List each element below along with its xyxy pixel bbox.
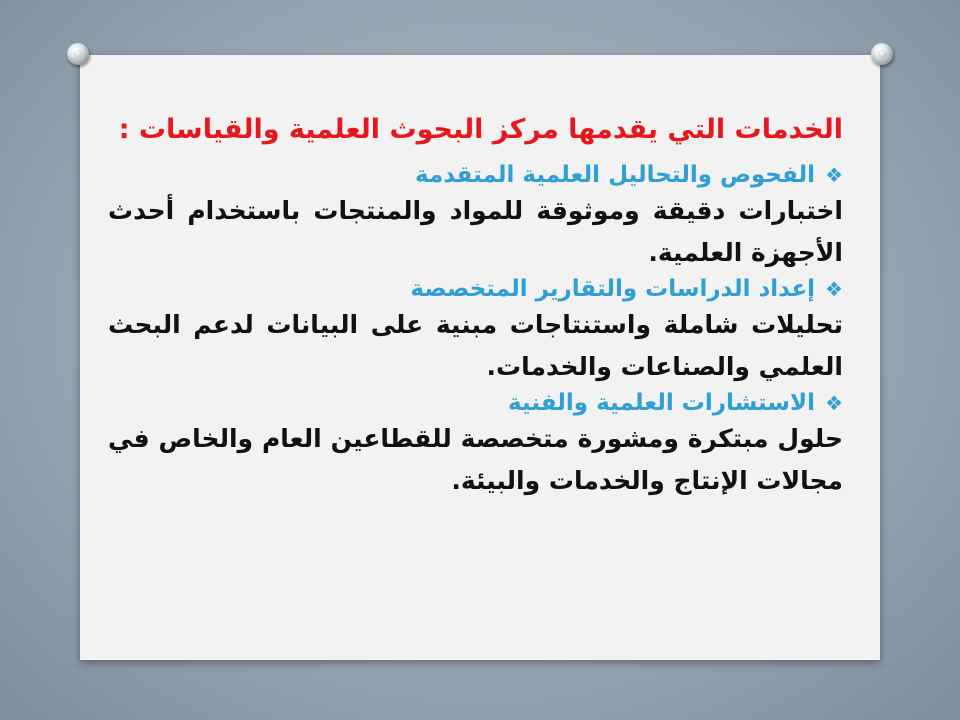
section-heading-consulting xyxy=(108,388,843,418)
section-text-testing: اختبارات دقيقة وموثوقة للمواد والمنتجات باستخدام أحدث الأجهزة العلمية. xyxy=(108,196,843,267)
section-heading-label: الفحوص والتحاليل العلمية المتقدمة xyxy=(415,162,816,188)
section-heading-label: إعداد الدراسات والتقارير المتخصصة xyxy=(410,276,816,302)
slide-card xyxy=(80,55,880,660)
section-text-consulting: حلول مبتكرة ومشورة متخصصة للقطاعين العام والخاص في مجالات الإنتاج والخدمات والبيئة. xyxy=(108,424,843,495)
diamond-bullet-icon: ❖ xyxy=(825,391,843,415)
slide-content xyxy=(108,110,843,502)
diamond-bullet-icon: ❖ xyxy=(825,163,843,187)
section-heading-testing xyxy=(108,160,843,190)
diamond-bullet-icon: ❖ xyxy=(825,277,843,301)
pushpin-left-icon xyxy=(67,43,89,65)
pushpin-right-icon xyxy=(871,43,893,65)
section-heading-label: الاستشارات العلمية والفنية xyxy=(508,390,816,416)
section-text-studies: تحليلات شاملة واستنتاجات مبنية على البيانات لدعم البحث العلمي والصناعات والخدمات. xyxy=(108,310,843,381)
slide-title: الخدمات التي يقدمها مركز البحوث العلمية والقياسات : xyxy=(118,114,843,145)
section-heading-studies xyxy=(108,274,843,304)
